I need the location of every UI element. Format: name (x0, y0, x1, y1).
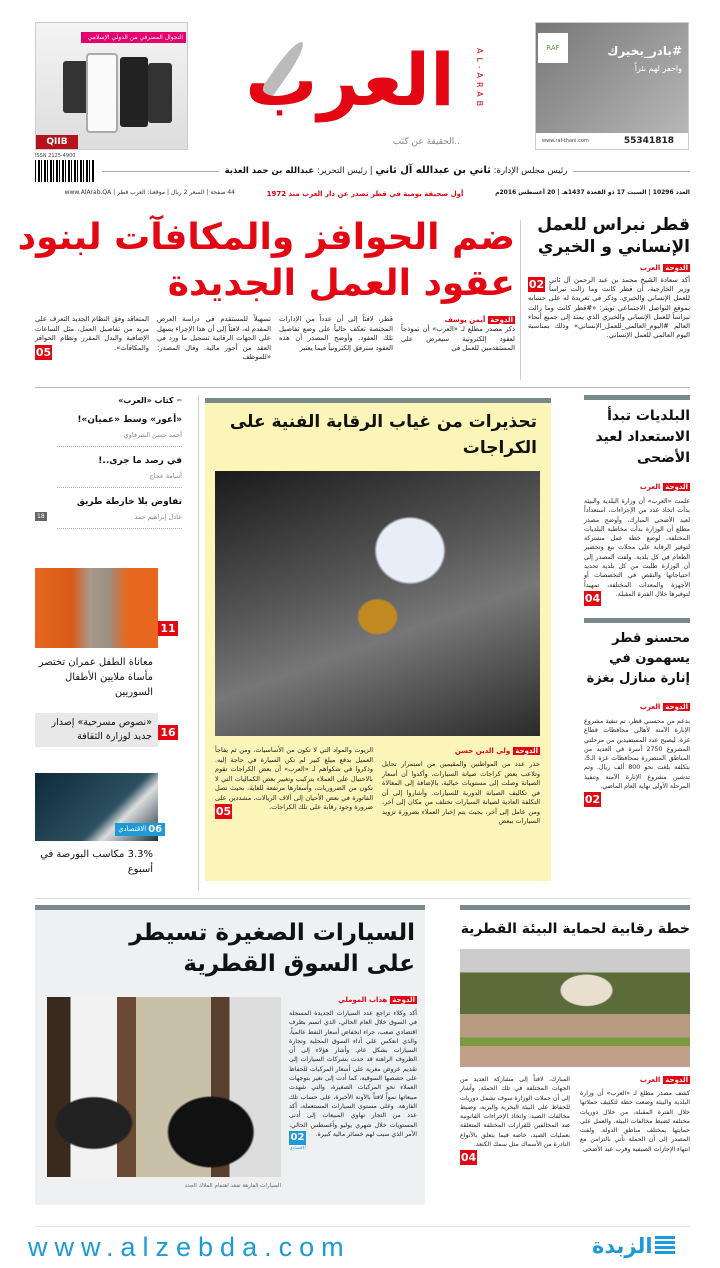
column-text: ذكر مصدر مطلع لـ «العرب» أن نموذجاً لعقود إلكترونية سيعرض على المستقدمين للعمل في (401, 325, 515, 352)
photo-caption: السيارات الفارهة تفقد اهتمام الملاك الجدد (184, 1183, 281, 1189)
economy-badge[interactable] (289, 1131, 306, 1151)
column-2: قطر، لافتاً إلى أن عدداً من الإدارات المختصة تعكف حالياً على وضع تفاصيل تلك العقود. وأوضح المصدر أن هذه العقود سترفق إلكترونياً فيما يعتبر (279, 315, 393, 352)
page-number[interactable]: 02 (528, 278, 545, 291)
municipality-title[interactable]: البلديات تبدأ الاستعداد لعيد الأضحى (595, 408, 690, 466)
engine-photo (215, 471, 540, 736)
author: أيمن يوسف (444, 316, 486, 324)
author: العرب (639, 1076, 661, 1084)
footer-url[interactable]: www.alzebda.com (28, 1232, 351, 1262)
section-label: الاقتصادي (289, 1144, 306, 1150)
main-story[interactable] (17, 215, 515, 380)
section-divider (35, 898, 690, 899)
column-divider (198, 395, 199, 890)
writer-item[interactable] (37, 496, 182, 529)
section-bar (584, 618, 690, 623)
paper-meta: 44 صفحة | السعر 2 ريال | موقعنا: العرب قطر | www.AlArab.QA (64, 189, 235, 196)
page-number: 02 (290, 1131, 305, 1143)
author: العرب (639, 483, 661, 491)
page-number[interactable]: 05 (215, 805, 232, 818)
barcode (35, 160, 95, 182)
economy-badge[interactable] (115, 823, 165, 836)
writers-label: كتاب «العرب» (118, 396, 174, 405)
phones-image (120, 57, 148, 127)
city-label: الدوحة (665, 1076, 688, 1084)
writer-item[interactable] (57, 455, 182, 488)
writers-header (35, 395, 195, 406)
municipality-body (584, 493, 690, 608)
page-number[interactable]: 02 (584, 793, 601, 807)
column-text: كشف مصدر مطلع لـ «العرب» أن وزارة البلدية والبيئة وضعت خطة لتكثيف حملاتها خلال الفترة المقبلة، من خلال دوريات مختلفة لضبط مخالفات البيئة، والعمل على حمايتها بمختلف مناطق الدولة. ولفت المصدر إلى أن الحملة تأتي بالتزامن مع انتهاء الإجازات الصيفية وقرب عيد الأضحى (580, 1090, 690, 1153)
column-2 (460, 1075, 570, 1167)
qiib-logo: QIIB (36, 135, 78, 149)
masthead-logo (230, 28, 490, 153)
gaza-body (584, 713, 690, 809)
story-title[interactable]: قطر نبراس للعمل الإنساني و الخيري (537, 215, 690, 257)
section-bar (460, 905, 690, 910)
byline (338, 995, 417, 1005)
main-headline-1[interactable]: ضم الحوافز والمكافآت لبنود (17, 217, 515, 258)
zebda-logo-text: الزبدة (592, 1234, 653, 1258)
writer-title[interactable]: في رصد ما جرى..! (98, 456, 182, 466)
column-1 (580, 1075, 690, 1154)
city-label: الدوحة (490, 316, 513, 324)
writer-name: عادل إبراهيم حمد (134, 513, 182, 521)
logo-slogan: ..الحقيقة عن كثب (392, 137, 460, 147)
writer-name: أحمد حسن الشرقاوي (123, 431, 182, 439)
main-columns (35, 315, 515, 363)
byline-row (584, 474, 690, 493)
writer-item[interactable] (57, 414, 182, 447)
column-text: المتعاقد وفق النظام الجديد التعرف على مزيد من تفاصيل العمل، مثل الساعات الإضافية والبدل المقرر ونظام الحوافز والمكافآت». (35, 315, 149, 352)
page-number[interactable]: 11 (158, 621, 178, 636)
right-column (584, 395, 690, 809)
cars-story[interactable] (35, 905, 425, 1205)
issue-info: العدد 10296 | السبت 17 ذو القعدة 1437هـ | 20 أغسطس 2016م (495, 189, 690, 196)
column-3: تسهيلاً للمستقدم في دراسة العرض المقدم له، لافتاً إلى أن هذا الإجراء يسهل على الجهات الرقابية تسجيل ما ورد في العقد من أجور مالية. وقال المصدر: «للموظف (157, 315, 271, 361)
raf-logo: RAF (538, 33, 568, 63)
cars-text (289, 995, 417, 1151)
byline (640, 1075, 690, 1085)
page-number[interactable]: 04 (584, 591, 601, 605)
motto: أول صحيفة يومية في قطر تصدر عن دار العرب منذ 1972 (266, 190, 464, 198)
raf-ad[interactable] (535, 22, 689, 150)
byline-row (584, 694, 690, 713)
page-number[interactable]: 04 (460, 1151, 477, 1165)
chairman-label: رئيس مجلس الإدارة: (493, 166, 568, 176)
main-headline-2[interactable]: عقود العمل الجديدة (167, 263, 515, 304)
chairman-name: ثاني بن عبدالله آل ثاني (375, 165, 491, 176)
city-label: الدوحة (665, 264, 688, 272)
city-label: الدوحة (665, 702, 688, 711)
zebda-logo[interactable] (592, 1232, 675, 1260)
raf-tagline: واحفر لهم بئراً (634, 64, 682, 73)
isbn: ISSN 2125-4900 (35, 153, 76, 159)
city-label: الدوحة (515, 747, 538, 755)
story-text: أكد سعادة الشيخ محمد بن عبد الرحمن آل ثاني وزير الخارجية، أن قطر كانت وما زالت نبراساً للعمل الإنساني والخيري. وذكر في تغريدة له على حسابه بموقع التواصل الاجتماعي تويتر: «#قطر كانت وما زالت نبراساً للعمل الإنساني والخيري الذي يمتد إلى جميع أنحاء العالم #اليوم_العالمي_للعمل_الإنساني» وذلك بمناسبة اليوم العالمي للعمل الإنساني. (528, 276, 690, 340)
column-text: الزيوت والمواد التي لا تكون من الأساسيات، ومن ثم يفاجأ العميل بدفع مبلغ كبير لم تكن السيارة في حاجة إليه. وذكروا في شكواهم لـ «العرب» أن بعض الكراجات تقوم بالاحتيال على العملاء بتركيب وتغيير بعض الكماليات التي لا تكون من الضروريات، وأسعارها مرتفعة للغاية، بحيث تصل الفاتورة في بعض الأحيان إلى آلاف الريالات، مشددين على ضرورة وجود رقابة على تلك الكراجات. (215, 746, 373, 811)
editor-label: رئيس التحرير: (316, 166, 368, 176)
column-text: المبارك، لافتاً إلى مشاركة العديد من الجهات المختلفة في تلك الحملة. وأشار إلى أن حملات الوزارة سوف تشمل دوريات للحفاظ على البيئة البحرية والبرية، وضبط مخالفات الصيد، واتخاذ الإجراءات القانونية ضد المخالفين للقرارات المختلفة المتعلقة بعمليات الصيد، خاصة فيما يتعلق بالأنواع النادرة من الأسماك مثل سمك الكنعد. (460, 1076, 570, 1149)
section-bar (584, 395, 690, 400)
page-number[interactable]: 18 (37, 513, 45, 520)
omran-title[interactable]: معاناة الطفل عمران تختصر مأساة ملايين الأطفال السوريين (38, 657, 153, 698)
divider (573, 171, 690, 172)
gaza-title[interactable]: محسنو قطر يسهمون في إنارة منازل بغزة (586, 630, 690, 686)
columns (215, 746, 540, 827)
left-column (35, 395, 195, 890)
bourse-title[interactable]: 3.3% مكاسب البورصة في أسبوع (40, 849, 153, 875)
column-divider (520, 220, 521, 380)
editor-name: عبدالله بن حمد العذبة (224, 166, 315, 176)
author: هداب الموملي (338, 996, 388, 1004)
author: العرب (639, 702, 661, 711)
byline (455, 746, 540, 756)
side-story-qatar[interactable] (528, 214, 690, 340)
menu-lines-icon (655, 1236, 675, 1256)
story-title[interactable]: السيارات الصغيرة تسيطر على السوق القطرية (129, 920, 415, 977)
qiib-ad[interactable] (35, 22, 188, 150)
writer-name: أسامة عجاج (149, 472, 182, 480)
story-title[interactable]: تحذيرات من غياب الرقابة الفنية على الكراجات (229, 412, 537, 458)
city-label: الدوحة (665, 483, 688, 491)
author: ولي الدين حسن (454, 747, 511, 755)
page-number[interactable]: 16 (158, 725, 178, 740)
page-number: 06 (148, 824, 163, 835)
column-4 (35, 315, 149, 362)
writer-title[interactable]: «أعور» وسط «عميان»! (77, 415, 182, 425)
page-number[interactable]: 05 (35, 345, 52, 359)
byline (640, 263, 690, 273)
raf-hashtag: #بادر_بخيرك (607, 44, 682, 58)
divider (102, 171, 219, 172)
raf-website[interactable]: www.raf-thani.com (542, 138, 589, 144)
story-body (528, 273, 690, 340)
qiib-ad-banner: التجوال المصرفي من الدولي الإسلامي (81, 32, 186, 43)
theater-box[interactable]: «نصوص مسرحية» إصدار جديد لوزارة الثقافة (35, 713, 158, 747)
story-title[interactable]: خطة رقابية لحماية البيئة القطرية (460, 921, 690, 937)
column-text: حذر عدد من المواطنين والمقيمين من استمرار تحايل وتلاعب بعض كراجات صيانة السيارات، وأكدوا أن أسعار الصيانة وصلت إلى مستويات خيالية، بالإضافة إلى المغالاة في تكاليف الصيانة الدورية للسيارات. وأشاروا إلى أن التكلفة العادية لصيانة السيارات تختلف من مكان إلى آخر، ومن عامل إلى آخر، بحيث يتم إخبار العملاء بضرورة تزويد السيارات ببعض (382, 760, 540, 825)
column-2 (215, 746, 373, 821)
story-body (289, 1005, 417, 1150)
phones-image (86, 53, 118, 133)
section-label: الاقتصادي (118, 825, 147, 833)
column-1 (401, 315, 515, 354)
camels-photo (460, 949, 690, 1067)
chairman-line (225, 164, 568, 178)
raf-phone: 55341818 (623, 136, 674, 146)
environment-story[interactable] (460, 905, 690, 1220)
byline (640, 702, 690, 712)
logo-arabic: العرب (245, 38, 455, 122)
garages-story[interactable] (205, 398, 551, 881)
story-text: بدعم من محسني قطر، تم تنفيذ مشروع الإنارة الآمنة لأهالي محافظات قطاع غزة، ليصبح عدد المستفيدين من مرحلتي المشروع 2750 أسرة في العديد من المناطق المتضررة بمحافظات غزة الـ5، بتكلفة بلغت نحو 800 ألف ريال. وتم تدشين مشروع الإنارة الآمنة وتنفيذ المرحلة الأولى نهاية العام الماضي. (584, 717, 690, 791)
author: العرب (639, 264, 661, 272)
quill-icon: ✒ (176, 396, 183, 405)
section-divider (35, 387, 690, 388)
byline (445, 315, 515, 325)
separator: | (369, 166, 373, 176)
byline (640, 482, 690, 492)
phones-image (148, 63, 172, 123)
showroom-photo (47, 997, 281, 1177)
chairman-row (102, 164, 690, 178)
logo-latin: AL-ARAB (475, 48, 484, 111)
footer-divider (35, 1226, 690, 1227)
story-text: علمت «العرب» أن وزارة البلدية والبيئة بدأت اتخاذ عدد من الإجراءات، استعداداً لعيد الأضحى المبارك، وأوضح مصدر مطلع أن الوزارة بدأت مخاطبة البلديات المختلفة، لوضع خطة عمل مشتركة لتوفير الرقابة على محلات بيع وتحضير الطعام في كل بلدية. ولفت المصدر إلى أن الوزارة طلبت من كل بلدية تحديد احتياجاتها والنقص في التخصصات أو الأجهزة والمعدات المختلفة، تمهيداً لتوفيرها خلال الفترة المقبلة. (584, 498, 690, 598)
omran-photo (35, 568, 158, 648)
city-label: الدوحة (392, 996, 415, 1004)
column-1 (382, 746, 540, 827)
story-text: أكد وكلاء تراجع عدد السيارات الجديدة المسجلة في السوق خلال العام الحالي، الذي اتسم بظرف اقتصادي صعب، جراء انخفاض أسعار النفط عالمياً، والذي انعكس على أداء السوق المحلية وتجارة السيارات بشكل عام. وأشار هؤلاء إلى أن الظروف الراهنة قد حدت بشركات السيارات إلى تقديم عروض مغرية على أسعار المركبات للحفاظ على حصصها السوقية، كما أدت إلى تغير بتوجهات العملاء نحو المركبات الصغيرة، والتي شهدت مبيعاتها نمواً لافتاً بالآونة الأخيرة، على حساب تلك الفارهة. وعلى مستوى السيارات المستعملة، أكد عدد من التجار تهاوي المبيعات إلى أدنى المستويات خلال شهري يوليو وأغسطس الحالي، الأمر الذي سبب لهم خسائر مالية كبيرة. (289, 1010, 417, 1138)
columns (460, 1075, 690, 1167)
writer-title[interactable]: تفاوض بلا خارطة طريق (76, 497, 182, 507)
